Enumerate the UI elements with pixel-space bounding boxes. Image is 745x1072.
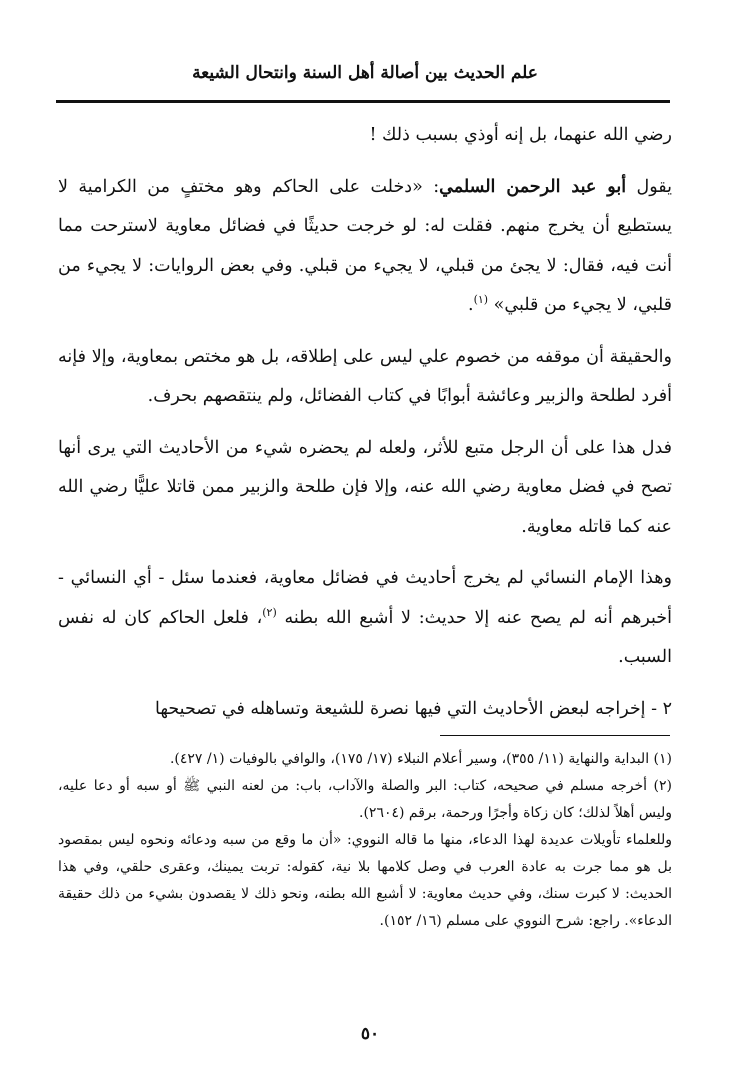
paragraph-text: ٢ - إخراجه لبعض الأحاديث التي فيها نصرة للشيعة وتساهله في تصحيحها: [154, 698, 672, 719]
paragraph-3: [58, 338, 672, 417]
paragraph-6: [58, 690, 672, 730]
footnotes: [58, 746, 672, 935]
running-header: [60, 60, 670, 86]
author-name: أبو عبد الرحمن السلمي: [439, 176, 627, 197]
footnote-separator: [440, 735, 670, 736]
paragraph-1: [58, 116, 672, 156]
footnote-1: (١) البداية والنهاية (١١/ ٣٥٥)، وسير أعلام النبلاء (١٧/ ١٧٥)، والوافي بالوفيات (١/ ٤٢٧).: [169, 751, 672, 767]
paragraph-prefix: يقول: [626, 176, 672, 197]
footnote-ref-1[interactable]: (١): [473, 293, 489, 307]
paragraph-text: : «دخلت على الحاكم وهو مختفٍ من الكرامية لا يستطيع أن يخرج منهم. فقلت له: لو خرجت حديثًا في فضائل معاوية لاسترحت مما أنت فيه، فقال: لا يجئ من قبلي، لا يجيء من قبلي. وفي بعض الروايات: لا يجيء من قلبي، لا يجيء من قلبي»: [58, 176, 672, 315]
paragraph-2: [58, 168, 672, 326]
footnote-2-continued: وللعلماء تأويلات عديدة لهذا الدعاء، منها ما قاله النووي: «أن ما وقع من سبه ودعائه ونحوه ليس بمقصود بل هو مما جرت به عادة العرب في وصل كلامها بلا نية، كقوله: تربت يمينك، وعقرى حلقي، وفي هذا الحديث: لا كبرت سنك، وفي حديث معاوية: لا أشبع الله بطنه، ونحو ذلك لا يقصدون بشيء من ذلك حقيقة الدعاء». راجع: شرح النووي على مسلم (١٦/ ١٥٢).: [58, 832, 672, 929]
paragraph-suffix: .: [468, 295, 474, 315]
header-title: علم الحديث بين أصالة أهل السنة وانتحال الشيعة: [192, 63, 538, 83]
main-text: [58, 116, 672, 741]
paragraph-text: وهذا الإمام النسائي لم يخرج أحاديث في فضائل معاوية، فعندما سئل - أي النسائي - أخبرهم أنه لم يصح عنه إلا حديث: لا أشبع الله بطنه: [58, 568, 672, 628]
paragraph-5: [58, 559, 672, 678]
paragraph-text: فدل هذا على أن الرجل متبع للأثر، ولعله لم يحضره شيء من الأحاديث التي يرى أنها تصح في فضل معاوية رضي الله عنه، وإلا فإن طلحة والزبير ممن قاتلا عليًّا رضي الله عنه كما قاتله معاوية.: [58, 437, 672, 537]
paragraph-suffix: ، فلعل الحاكم كان له نفس السبب.: [58, 607, 672, 667]
footnote-2: (٢) أخرجه مسلم في صحيحه، كتاب: البر والصلة والآداب، باب: من لعنه النبي ﷺ أو سبه أو دعا عليه، وليس أهلاً لذلك؛ كان زكاة وأجرًا ورحمة، برقم (٢٦٠٤).: [58, 778, 672, 821]
paragraph-text: رضي الله عنهما، بل إنه أوذي بسبب ذلك !: [369, 125, 672, 145]
paragraph-text: والحقيقة أن موقفه من خصوم علي ليس على إطلاقه، بل هو مختص بمعاوية، وإلا فإنه أفرد لطلحة والزبير وعائشة أبوابًا في كتاب الفضائل، ولم ينتقصهم بحرف.: [58, 346, 672, 406]
paragraph-4: [58, 429, 672, 548]
page-number: ٥٠: [360, 1024, 380, 1044]
header-rule: [56, 100, 670, 103]
footnote-ref-2[interactable]: (٢): [262, 605, 277, 619]
